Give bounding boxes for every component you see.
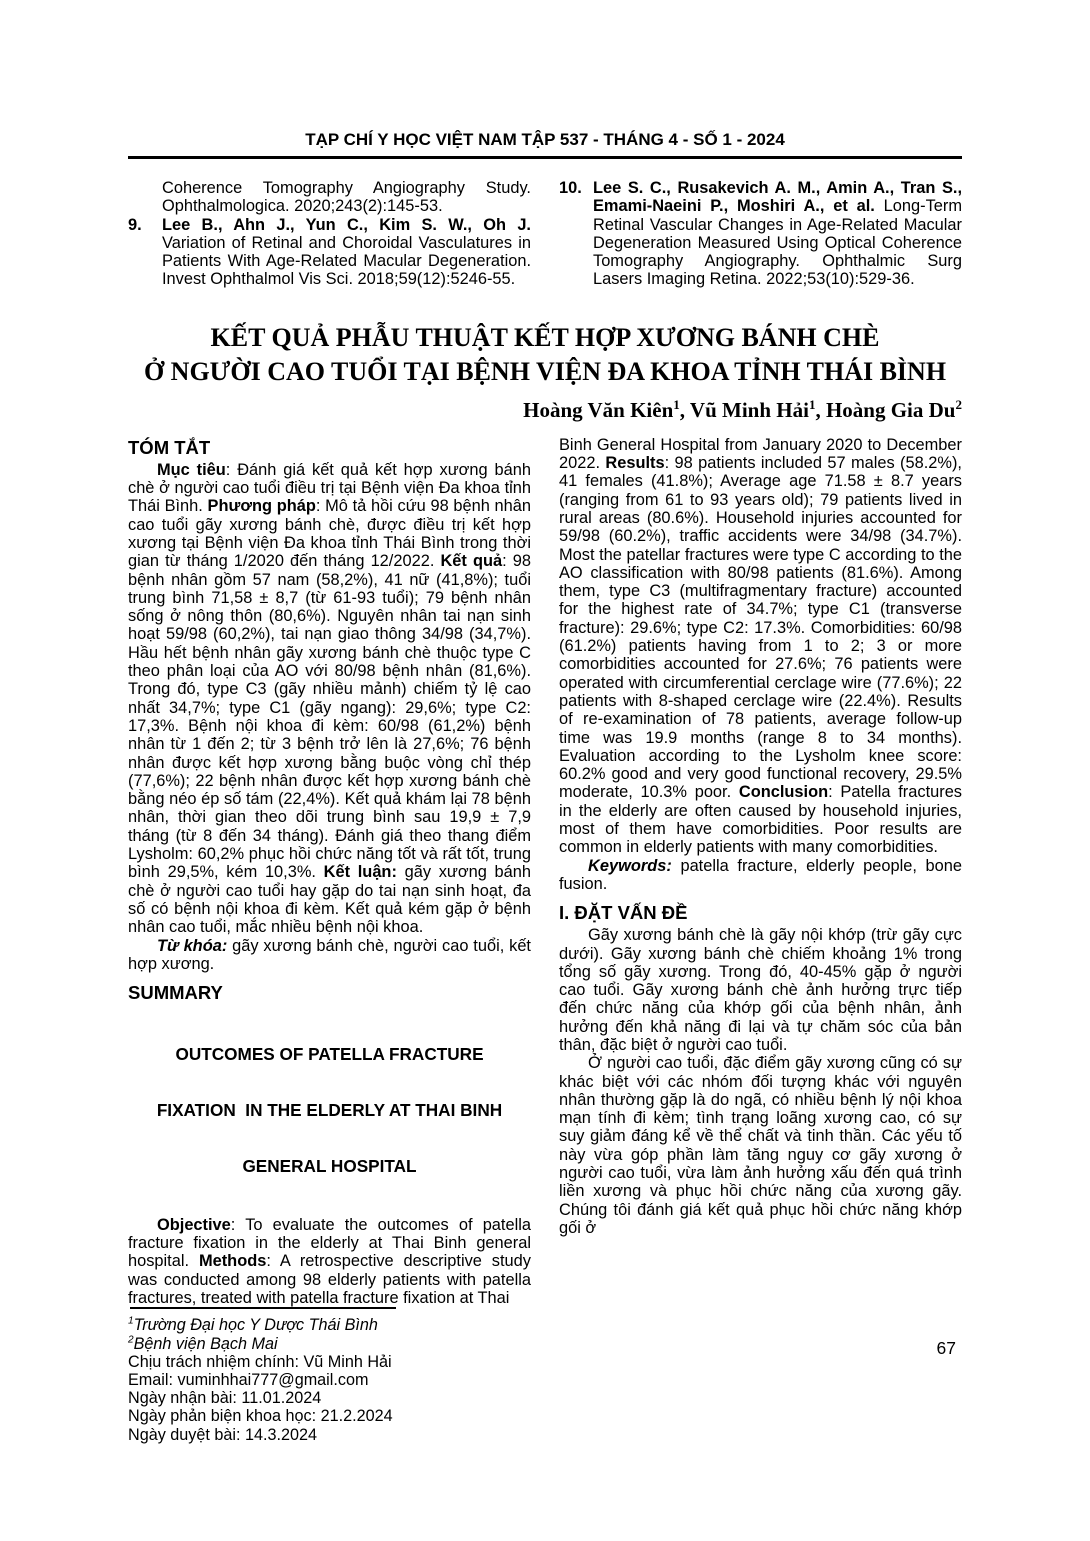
author-1-name: Hoàng Văn Kiên: [523, 397, 674, 422]
summary-title-line-3: GENERAL HOSPITAL: [242, 1156, 417, 1177]
author-2-affiliation-sup: 1: [808, 396, 816, 412]
affiliation-2-sup: 2: [128, 1334, 134, 1346]
objective-label: Objective: [157, 1215, 231, 1234]
references-section: [128, 179, 962, 289]
author-3-name: Hoàng Gia Du: [825, 397, 956, 422]
article-title-line-1: KẾT QUẢ PHẪU THUẬT KẾT HỢP XƯƠNG BÁNH CHÈ: [210, 322, 880, 352]
introduction-paragraph-1: Gãy xương bánh chè là gãy nội khớp (trừ gãy cực dưới). Gãy xương bánh chè chiếm khoảng 1% trong tổng số gãy xương. Trong đó, 40-45% gặp ở người cao tuổi. Gãy xương bánh chè ảnh hưởng trực tiếp đến chức năng của khớp gối của bệnh nhân, ảnh hưởng đến khả năng đi lại và tự chăm sóc của bản thân, đặc biệt ở người cao tuổi.: [559, 926, 962, 1054]
author-2-name: Vũ Minh Hải: [689, 397, 809, 422]
affiliation-2-text: Bệnh viện Bạch Mai: [133, 1334, 278, 1353]
reference-9: [128, 216, 531, 289]
author-1-affiliation-sup: 1: [673, 396, 680, 412]
conclusion-label: Conclusion: [738, 783, 829, 802]
methods-text-left: : A retrospective descriptive study was conducted among 98 elderly patients with patella fractures, treated with patella fracture fixation at Thai: [128, 1252, 531, 1308]
introduction-paragraph-2: Ở người cao tuổi, đặc điểm gãy xương cũng có sự khác biệt với các nhóm đối tượng khác với nguyên nhân thường gặp là do ngã, có nhiều bệnh lý nội khoa mạn tính đi kèm; tình trạng loãng xương cao, có sự suy giảm đáng kể về thể chất và tinh thần. Các yếu tố này vừa góp phần làm tăng nguy cơ gãy xương ở người cao tuổi, vừa làm ảnh hưởng xấu đến quá trình liền xương và phục hồi chức năng của xương gãy. Chúng tôi đánh giá kết quả phục hồi chức năng khớp gối ở: [559, 1054, 962, 1237]
page-number: 67: [936, 1338, 956, 1358]
muc-tieu-text: : Đánh giá kết quả kết hợp xương bánh chè ở người cao tuổi điều trị tại Bệnh viện Đa khoa tỉnh Thái Bình.: [128, 460, 531, 516]
phuong-phap-label: Phương pháp: [207, 497, 316, 516]
reference-10-authors: Lee S. C., Rusakevich A. M., Amin A., Tran S., Emami-Naeini P., Moshiri A., et al.: [593, 179, 962, 216]
summary-title: [128, 1007, 531, 1214]
author-2: [690, 398, 826, 422]
reference-9-text: Variation of Retinal and Choroidal Vasculatures in Patients With Age-Related Macular Degeneration. Invest Ophthalmol Vis Sci. 2018;59(12):5246-55.: [162, 233, 531, 289]
reference-9-number: 9.: [128, 215, 142, 234]
abstract-en-paragraph-left: [128, 1216, 531, 1307]
affiliation-1: [128, 1316, 531, 1334]
introduction-heading: I. ĐẶT VẤN ĐỀ: [559, 902, 688, 924]
footnote-divider: [130, 1307, 396, 1309]
abstract-vi-heading: TÓM TẮT: [128, 436, 211, 458]
keywords-vi-paragraph: [128, 937, 531, 974]
keywords-text: patella fracture, elderly people, bone fusion.: [559, 856, 962, 893]
affiliation-2: [128, 1335, 531, 1353]
author-separator: ,: [679, 397, 690, 422]
email-line: Email: vuminhhai777@gmail.com: [128, 1370, 369, 1389]
tu-khoa-label: Từ khóa:: [157, 936, 228, 955]
reference-10-number: 10.: [559, 179, 582, 197]
phuong-phap-text: : Mô tả hồi cứu 98 bệnh nhân cao tuổi gãy xương bánh chè, được điều trị kết hợp xương tại Bệnh viện Đa khoa tỉnh Thái Bình trong thời gian từ tháng 1/2020 đến tháng 12/2022.: [128, 497, 532, 571]
summary-title-line-1: OUTCOMES OF PATELLA FRACTURE: [175, 1043, 484, 1064]
reference-8-continuation: Coherence Tomography Angiography Study. Ophthalmologica. 2020;243(2):145-53.: [162, 179, 531, 216]
body-column-right: [559, 436, 962, 1322]
author-3: [826, 398, 962, 422]
ket-luan-text: gãy xương bánh chè ở người cao tuổi hay gặp do tai nạn sinh hoạt, đa số có bệnh nội khoa đi kèm. Kết quả kém gặp ở bệnh nhân cao tuổi, mắc nhiều bệnh nội khoa.: [128, 863, 531, 937]
author-separator: ,: [815, 397, 826, 422]
corresponding-author-line: Chịu trách nhiệm chính: Vũ Minh Hải: [128, 1352, 392, 1371]
ket-qua-label: Kết quả: [440, 552, 503, 571]
footnote-block: [128, 1307, 531, 1449]
ket-luan-label: Kết luận:: [323, 863, 397, 882]
journal-header: TẠP CHÍ Y HỌC VIỆT NAM TẬP 537 - THÁNG 4 - SỐ 1 - 2024: [128, 130, 962, 159]
authors-line: [128, 397, 962, 423]
tu-khoa-text: gãy xương bánh chè, người cao tuổi, kết hợp xương.: [128, 936, 531, 973]
author-1: [523, 398, 690, 422]
summary-title-line-2: FIXATION IN THE ELDERLY AT THAI BINH: [156, 1100, 503, 1121]
received-date-line: Ngày nhận bài: 11.01.2024: [128, 1389, 322, 1408]
references-column-left: [128, 179, 531, 289]
results-label: Results: [605, 454, 665, 473]
reviewed-date-line: Ngày phản biện khoa học: 21.2.2024: [128, 1407, 393, 1426]
reference-10: [559, 179, 962, 289]
results-text: : 98 patients included 57 males (58.2%), 41 females (41.8%); Average age 71.58 ± 8.7 years (ranging from 61 to 93 years old); 79 patients lived in rural areas (80.6%). Household injuries accounted for 59/98 (60.2%), traffic accidents were 34/98 (34.7%). Most the patellar fractures were type C according to the AO classification with 80/98 patients (81.6%). Among them, type C3 (multifragmentary fracture) accounted for the highest rate of 34.7%; type C1 (transverse fracture): 29.6%; type C2: 17.3%. Comorbidities: 60/98 (61.2%) patients having from 1 to 2; 3 or more comorbidities accounted for 27.6%; 76 patients were operated with circumferential cerclage wire (77.6%); 22 patients with 8-shaped cerclage wire (22.4%). Results of re-examination of 78 patients, average follow-up time was 19.9 months (range 8 to 34 months). Evaluation according to the Lysholm knee score: 60.2% good and very good functional recovery, 29.5% moderate, 10.3% poor.: [559, 454, 962, 802]
methods-label: Methods: [198, 1252, 267, 1271]
summary-heading: SUMMARY: [128, 982, 223, 1004]
objective-text: : To evaluate the outcomes of patella fracture fixation in the elderly at Thai Binh general hospital.: [128, 1215, 531, 1271]
conclusion-text: : Patella fractures in the elderly are often caused by household injuries, most of them have comorbidities. Poor results are common in elderly patients with many comorbidities.: [559, 783, 963, 857]
affiliation-1-text: Trường Đại học Y Dược Thái Bình: [133, 1316, 378, 1335]
article-title-line-2: Ở NGƯỜI CAO TUỔI TẠI BỆNH VIỆN ĐA KHOA TỈNH THÁI BÌNH: [143, 356, 947, 386]
accepted-date-line: Ngày duyệt bài: 14.3.2024: [128, 1425, 317, 1444]
methods-text-right: Binh General Hospital from January 2020 to December 2022.: [559, 435, 962, 473]
abstract-en-paragraph-right: [559, 436, 962, 857]
affiliation-1-sup: 1: [128, 1315, 134, 1327]
ket-qua-text: : 98 bệnh nhân gồm 57 nam (58,2%), 41 nữ (41,8%); tuổi trung bình 71,58 ± 8,7 (từ 61-93 tuổi); 79 bệnh nhân sống ở nông thôn (80,6%). Nguyên nhân tai nạn sinh hoạt 59/98 (60,2%), tai nạn giao thông 34/98 (34,7%). Hầu hết bệnh nhân gãy xương bánh chè thuộc type C theo phân loại của AO với 80/98 bệnh nhân (81,6%). Trong đó, type C3 (gãy nhiều mảnh) chiếm tỷ lệ cao nhất 34,7%; type C1 (gãy ngang): 29,6%; type C2: 17,3%. Bệnh nội khoa đi kèm: 60/98 (61,2%) bệnh nhân từ 1 đến 2; từ 3 bệnh trở lên là 27,6%; 76 bệnh nhân được kết hợp xương bằng buộc vòng chỉ thép (77,6%); 22 bệnh nhân được kết hợp xương bánh chè bằng néo ép số tám (22,4%). Kết quả khám lại 78 bệnh nhân, thời gian theo dõi trung bình sau 19,9 ± 7,9 tháng (từ 8 đến 34 tháng). Đánh giá theo thang điểm Lysholm: 60,2% phục hồi chức năng tốt và rất tốt, trung bình 29,5%, kém 10,3%.: [128, 552, 532, 882]
keywords-en-paragraph: [559, 857, 962, 894]
reference-10-text: Long-Term Retinal Vascular Changes in Age-Related Macular Degeneration Measured Using Optical Coherence Tomography Angiography. Ophthalmic Surg Lasers Imaging Retina. 2022;53(10):529-36.: [593, 197, 962, 289]
body-columns: [128, 435, 963, 1444]
keywords-label: Keywords:: [588, 856, 672, 875]
muc-tieu-label: Mục tiêu: [157, 460, 226, 479]
abstract-vi-paragraph: [128, 461, 531, 937]
references-column-right: [559, 179, 962, 289]
author-3-affiliation-sup: 2: [955, 396, 962, 412]
reference-9-authors: Lee B., Ahn J., Yun C., Kim S. W., Oh J.: [162, 215, 531, 234]
body-column-left: [128, 436, 532, 1444]
article-title: [128, 321, 962, 389]
